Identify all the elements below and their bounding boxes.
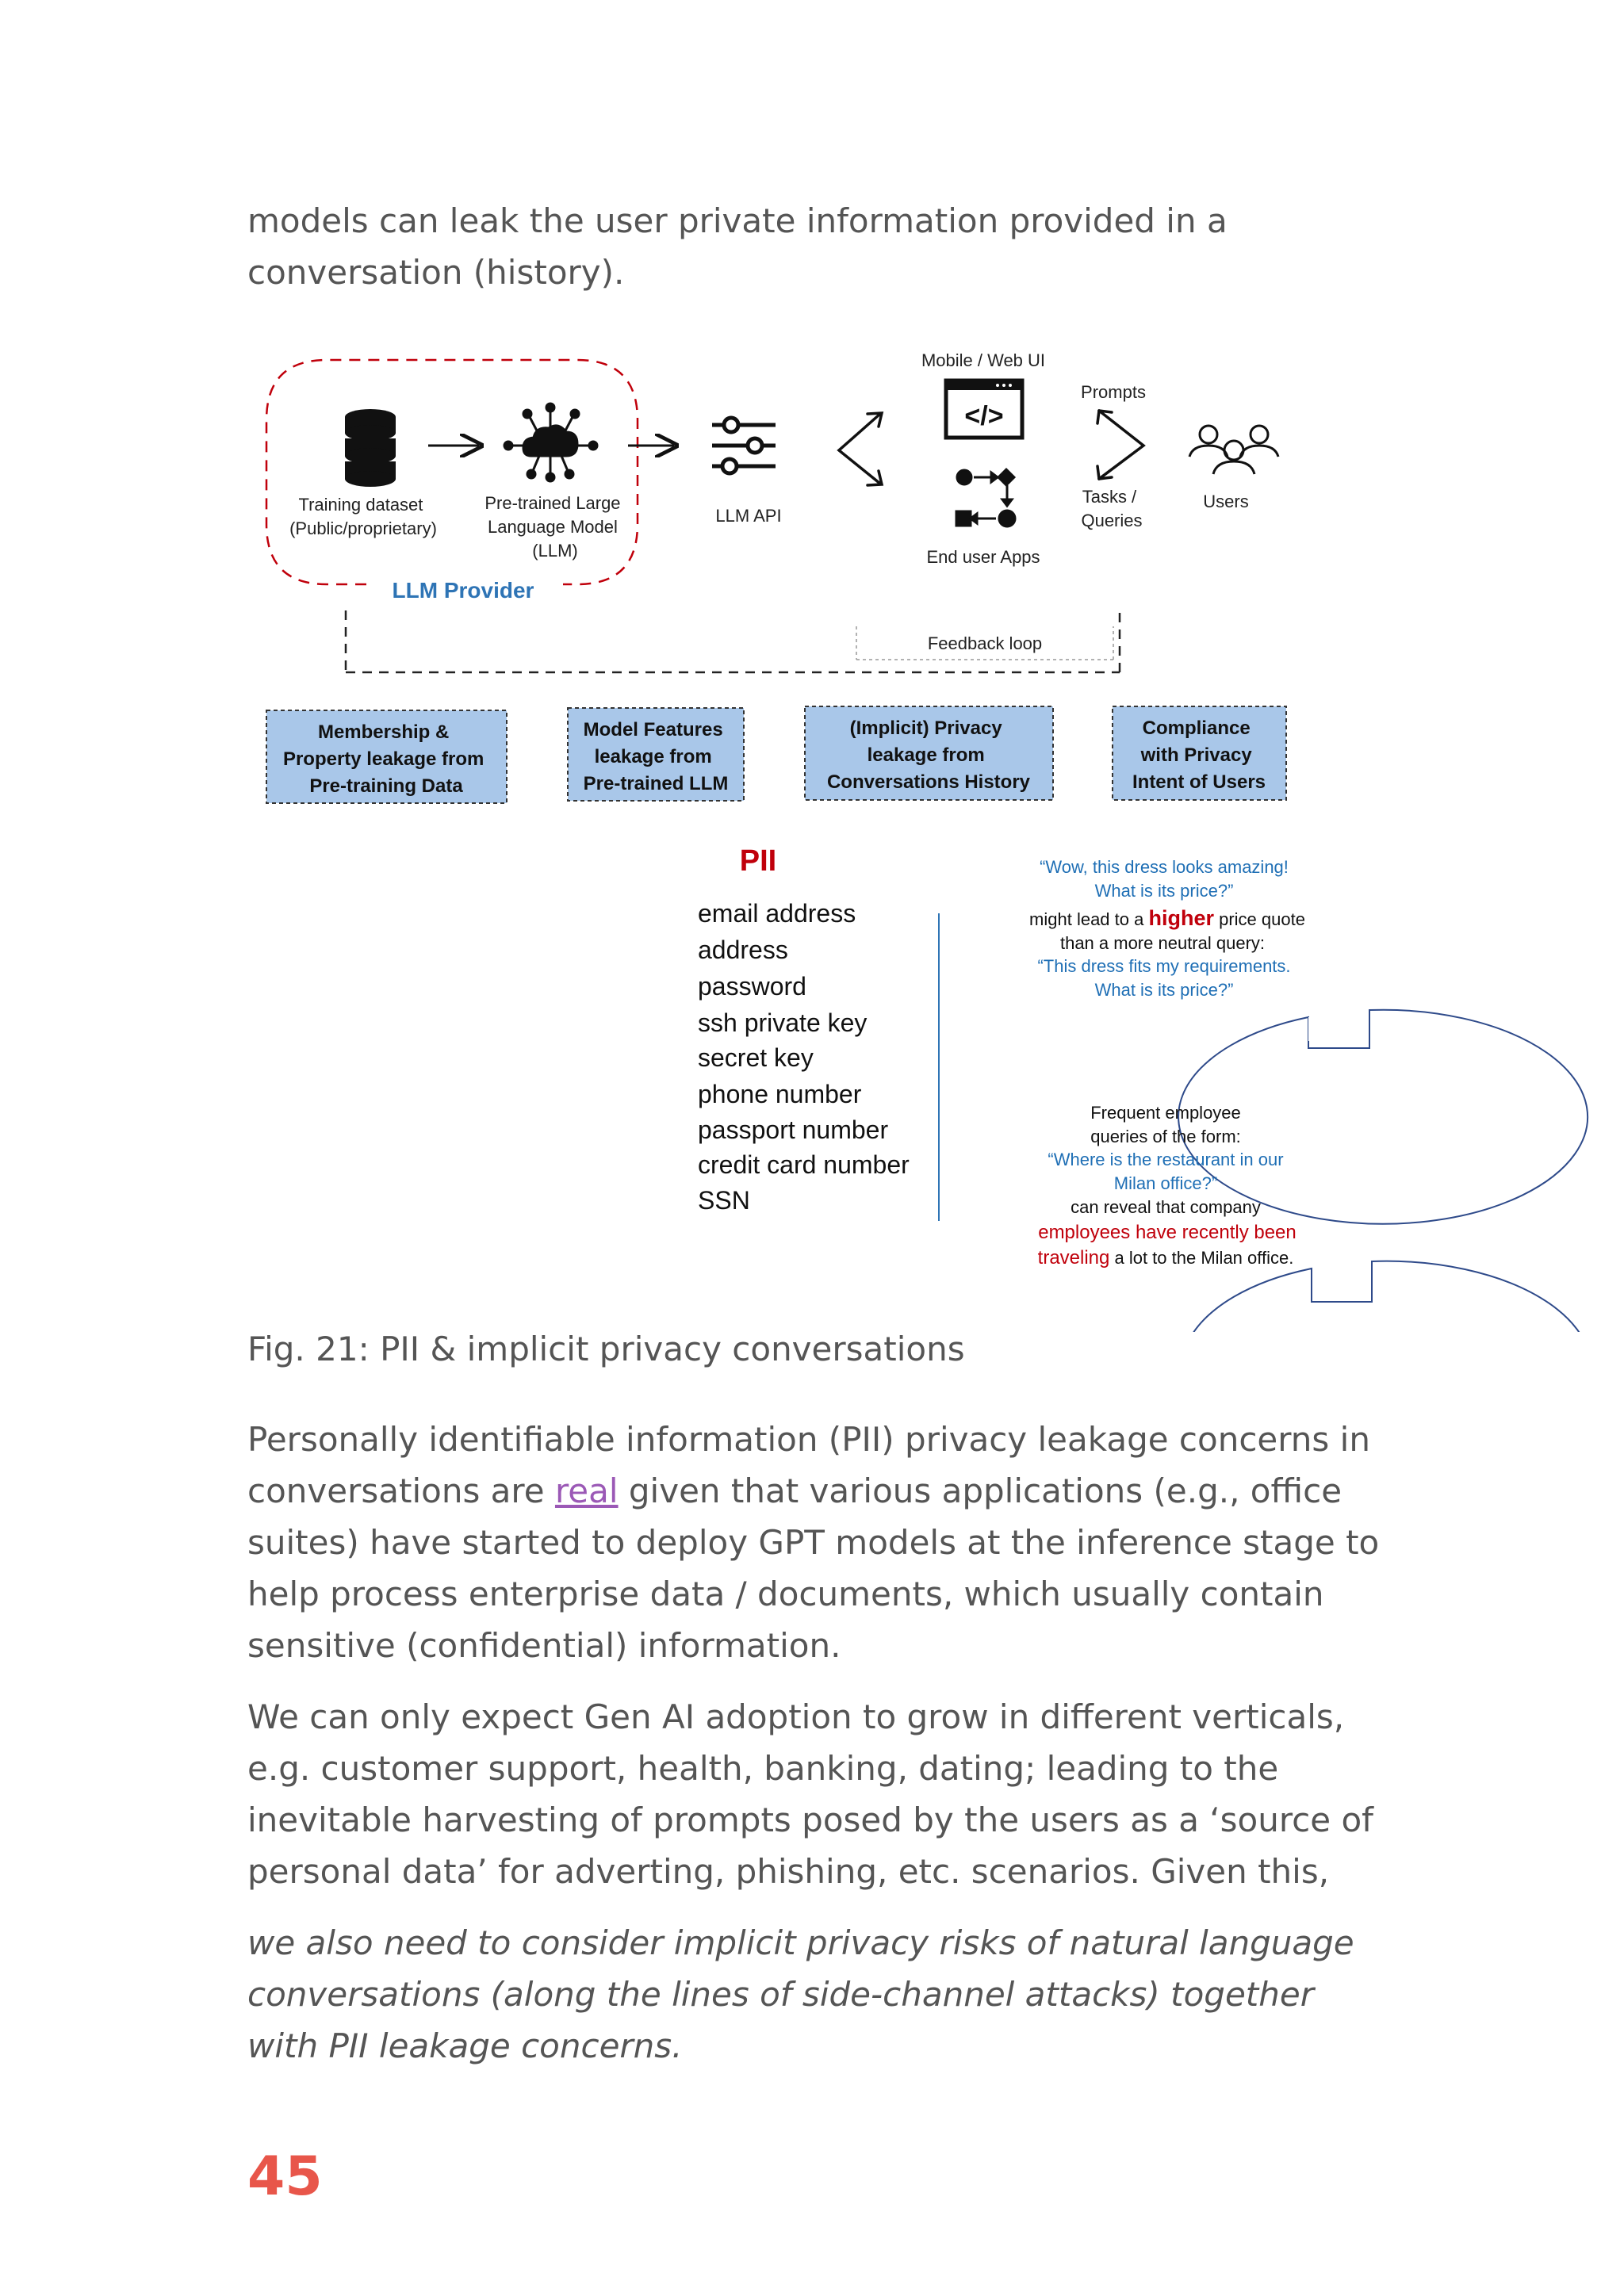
svg-text:than a more neutral query:: than a more neutral query: bbox=[1059, 933, 1266, 953]
paragraph-implicit-risks bbox=[247, 1917, 1381, 2072]
paragraph-line: inevitable harvesting of prompts posed by the users as a ‘source of bbox=[247, 1800, 1373, 1839]
pii-item: SSN bbox=[698, 1186, 750, 1215]
svg-text:can reveal that company: can reveal that company bbox=[1071, 1197, 1261, 1217]
pii-item: password bbox=[698, 972, 806, 1001]
llm-provider-label: LLM Provider bbox=[392, 578, 534, 603]
workflow-icon bbox=[956, 469, 1015, 526]
mobile-web-ui-label: Mobile / Web UI bbox=[921, 350, 1046, 370]
database-icon bbox=[345, 409, 396, 487]
paragraph-gen-ai bbox=[247, 1691, 1381, 1897]
pii-list bbox=[698, 899, 910, 1215]
svg-text:might lead to a higher price q: might lead to a higher price quote bbox=[1029, 906, 1305, 930]
tasks-queries-label: Tasks / Queries bbox=[1081, 487, 1143, 530]
bubble-1-text bbox=[1029, 857, 1305, 1000]
pii-item: email address bbox=[698, 899, 856, 928]
real-link[interactable]: real bbox=[554, 1471, 619, 1510]
pii-title: PII bbox=[739, 844, 777, 878]
paragraph-line: we also need to consider implicit privacy risks of natural language bbox=[247, 1923, 1354, 1962]
bubble-quote: “This dress fits my requirements. bbox=[1037, 956, 1291, 976]
feedback-loop-label: Feedback loop bbox=[927, 633, 1043, 653]
code-window-icon bbox=[946, 381, 1022, 438]
svg-text:Model Features leakage f: Model Features leakage from Pre-trained LLM bbox=[583, 719, 729, 794]
paragraph-line: with PII leakage concerns. bbox=[247, 2026, 683, 2065]
bubble-quote: What is its price?” bbox=[1094, 881, 1234, 901]
users-icon bbox=[1189, 426, 1278, 474]
model-features-leakage-box bbox=[568, 708, 744, 801]
pii-item: address bbox=[698, 936, 788, 964]
paragraph-line: Personally identifiable information (PII) privacy leakage concerns in bbox=[247, 1420, 1370, 1459]
paragraph-line: suites) have started to deploy GPT models at the inference stage to bbox=[247, 1523, 1380, 1562]
llm-provider-region bbox=[266, 360, 638, 584]
pii-item: passport number bbox=[698, 1115, 889, 1144]
intro-line: models can leak the user private information provided in a bbox=[247, 201, 1228, 240]
pii-item: credit card number bbox=[698, 1150, 910, 1179]
prompts-label: Prompts bbox=[1081, 382, 1146, 402]
svg-text:</>: </> bbox=[964, 401, 1004, 431]
pii-item: phone number bbox=[698, 1080, 862, 1108]
users-label: Users bbox=[1203, 492, 1249, 511]
compliance-privacy-intent-box bbox=[1113, 706, 1286, 800]
bidirectional-chevron-icon bbox=[839, 413, 882, 485]
paragraph-line: We can only expect Gen AI adoption to grow in different verticals, bbox=[247, 1697, 1345, 1736]
membership-leakage-box bbox=[266, 710, 507, 803]
training-dataset-label: Training dataset (Public/proprietary) bbox=[289, 495, 437, 538]
sliders-icon bbox=[712, 418, 776, 473]
bubble-quote: Milan office?” bbox=[1113, 1173, 1218, 1193]
svg-text:queries of the form:: queries of the form: bbox=[1090, 1127, 1241, 1146]
implicit-privacy-leakage-box bbox=[805, 706, 1053, 800]
paragraph-line: help process enterprise data / documents, which usually contain bbox=[247, 1575, 1324, 1613]
svg-text:traveling a lot to the Milan o: traveling a lot to the Milan office. bbox=[1037, 1247, 1294, 1269]
paragraph-line: personal data’ for adverting, phishing, etc. scenarios. Given this, bbox=[247, 1852, 1330, 1891]
svg-text:Membership & Property le: Membership & Property leakage from Pre-training Data bbox=[282, 721, 485, 797]
pii-item: secret key bbox=[698, 1043, 814, 1072]
paragraph-line: sensitive (confidential) information. bbox=[247, 1626, 841, 1665]
paragraph-line: conversations are real given that various applications (e.g., office bbox=[247, 1471, 1342, 1510]
bubble-quote: What is its price?” bbox=[1094, 980, 1234, 1000]
page-number: 45 bbox=[247, 2145, 323, 2208]
svg-text:Frequent employee: Frequent employee bbox=[1090, 1103, 1241, 1123]
bubble-quote: “Wow, this dress looks amazing! bbox=[1040, 857, 1289, 877]
ai-network-icon bbox=[504, 404, 597, 481]
figure-caption: Fig. 21: PII & implicit privacy conversations bbox=[247, 1330, 965, 1368]
llm-api-label: LLM API bbox=[715, 506, 782, 526]
intro-line: conversation (history). bbox=[247, 253, 625, 292]
prompts-tasks-arrows bbox=[1097, 411, 1143, 479]
speech-bubble-2 bbox=[1182, 1261, 1591, 1332]
svg-text:Compliance with Privacy: Compliance with Privacy Intent of Users bbox=[1132, 718, 1266, 793]
bubble-quote: “Where is the restaurant in our bbox=[1048, 1150, 1284, 1169]
pretrained-llm-label: Pre-trained Large Language Model (LLM) bbox=[485, 493, 621, 561]
paragraph-line: conversations (along the lines of side-channel attacks) together bbox=[247, 1975, 1314, 2014]
end-user-apps-label: End user Apps bbox=[926, 547, 1040, 567]
pii-item: ssh private key bbox=[698, 1008, 868, 1037]
svg-text:(Implicit) Privacy leaka: (Implicit) Privacy leakage from Conversations History bbox=[826, 718, 1031, 793]
paragraph-line: e.g. customer support, health, banking, dating; leading to the bbox=[247, 1749, 1279, 1788]
paragraph-pii bbox=[247, 1414, 1381, 1671]
svg-text:employees have recently been: employees have recently been bbox=[1038, 1222, 1297, 1243]
